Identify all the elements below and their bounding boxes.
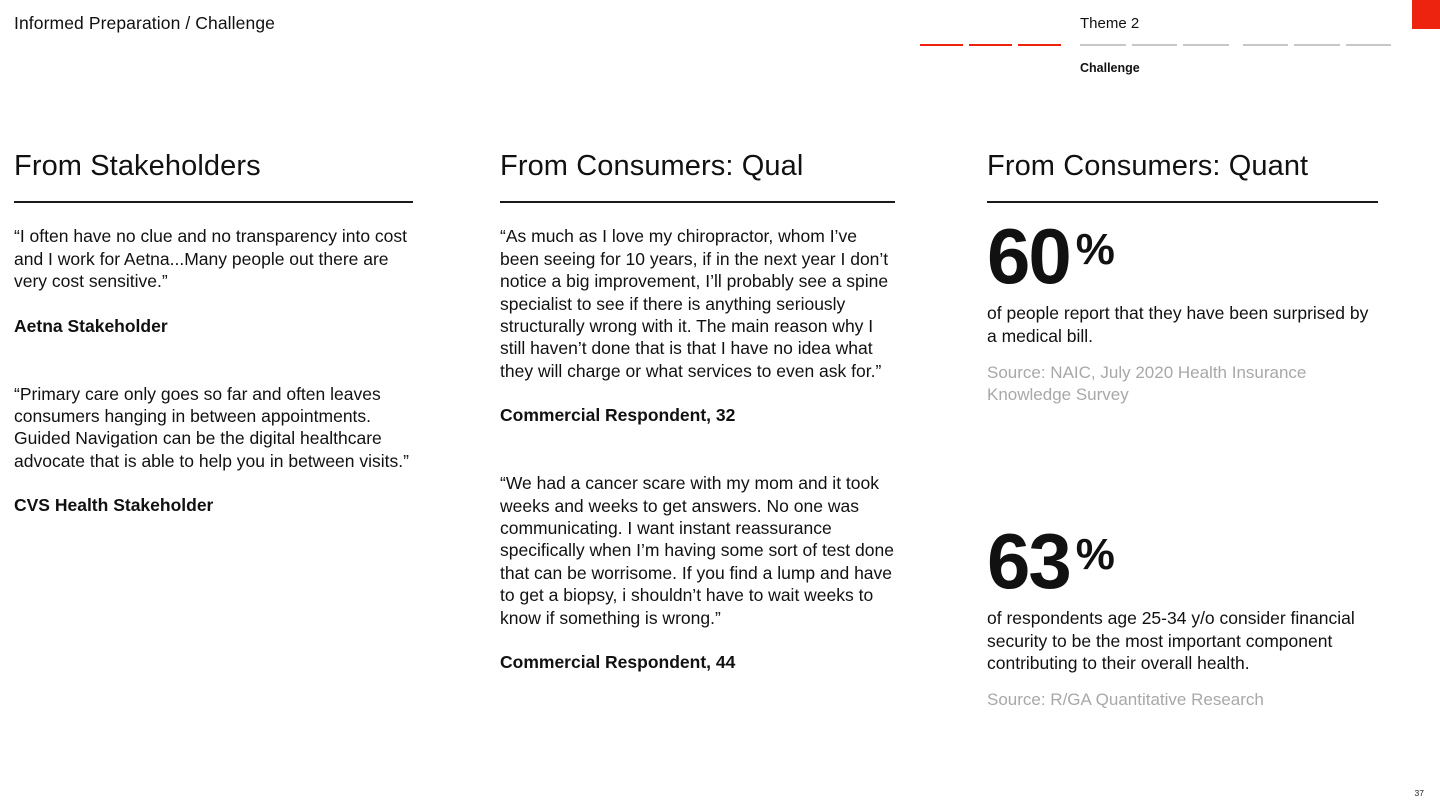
stat-percent-sign: % (1075, 530, 1115, 580)
progress-segment (1080, 44, 1126, 46)
column-consumers-qual (500, 150, 895, 673)
slide-title: Informed Preparation / Challenge (14, 13, 275, 33)
quote-attribution: Commercial Respondent, 44 (500, 652, 736, 673)
heading-rule (500, 201, 895, 203)
stat-percent-sign: % (1075, 225, 1115, 275)
quote-text: “I often have no clue and no transparency into cost and I work for Aetna...Many people out there are very cost sensitive.” (14, 226, 408, 292)
stat-description: of respondents age 25-34 y/o consider financial security to be the most important component contributing to their overall health. (987, 608, 1355, 673)
quote-attribution: Commercial Respondent, 32 (500, 405, 736, 426)
progress-group-inactive (1080, 44, 1229, 46)
progress-segment (1183, 44, 1229, 46)
column-stakeholders (14, 150, 413, 516)
stat-figure (987, 517, 1378, 606)
progress-segment (969, 44, 1012, 46)
heading-rule (987, 201, 1378, 203)
progress-segment (1132, 44, 1178, 46)
column-heading: From Consumers: Quant (987, 150, 1309, 182)
progress-segment (1346, 44, 1391, 46)
progress-group-inactive (1243, 44, 1391, 46)
stat-source: Source: NAIC, July 2020 Health Insurance Knowledge Survey (987, 363, 1307, 405)
stat-value: 60 (987, 212, 1070, 301)
column-heading: From Consumers: Qual (500, 150, 804, 182)
stat-source: Source: R/GA Quantitative Research (987, 690, 1264, 710)
page-number: 37 (1414, 788, 1424, 798)
progress-theme-label: Theme 2 (1080, 15, 1140, 32)
stat-value: 63 (987, 517, 1070, 606)
quote-text: “Primary care only goes so far and often leaves consumers hanging in between appointments. Guided Navigation can be the digital healthcare advocate that is able to help you in between visits.” (14, 383, 409, 471)
column-consumers-quant (987, 150, 1378, 711)
progress-segment (1294, 44, 1339, 46)
quote-text: “As much as I love my chiropractor, whom I’ve been seeing for 10 years, if in the next year I don’t notice a big improvement, I’ll probably see a spine specialist to see if there is anything seriously structurally wrong with it. The main reason why I still haven’t done that is that I have no idea what they will charge or what services to even ask for.” (500, 226, 889, 381)
heading-rule (14, 201, 413, 203)
quote-attribution: Aetna Stakeholder (14, 315, 168, 336)
quote-attribution: CVS Health Stakeholder (14, 495, 214, 516)
quote-text: “We had a cancer scare with my mom and it took weeks and weeks to get answers. No one was communicating. I want instant reassurance specifically when I’m having some sort of test done that can be worrisome. If you find a lump and have to get a biopsy, i shouldn’t have to wait weeks to know if something is wrong.” (500, 473, 894, 628)
progress-segment (1243, 44, 1288, 46)
stat-description: of people report that they have been surprised by a medical bill. (987, 303, 1369, 346)
progress-segment (1018, 44, 1061, 46)
column-heading: From Stakeholders (14, 150, 261, 182)
progress-sub-label: Challenge (1080, 61, 1140, 75)
stat-block (987, 212, 1378, 406)
progress-group-active (920, 44, 1061, 46)
stat-block (987, 517, 1378, 711)
stat-figure (987, 212, 1378, 301)
progress-segment (920, 44, 963, 46)
corner-accent-square (1412, 0, 1440, 29)
